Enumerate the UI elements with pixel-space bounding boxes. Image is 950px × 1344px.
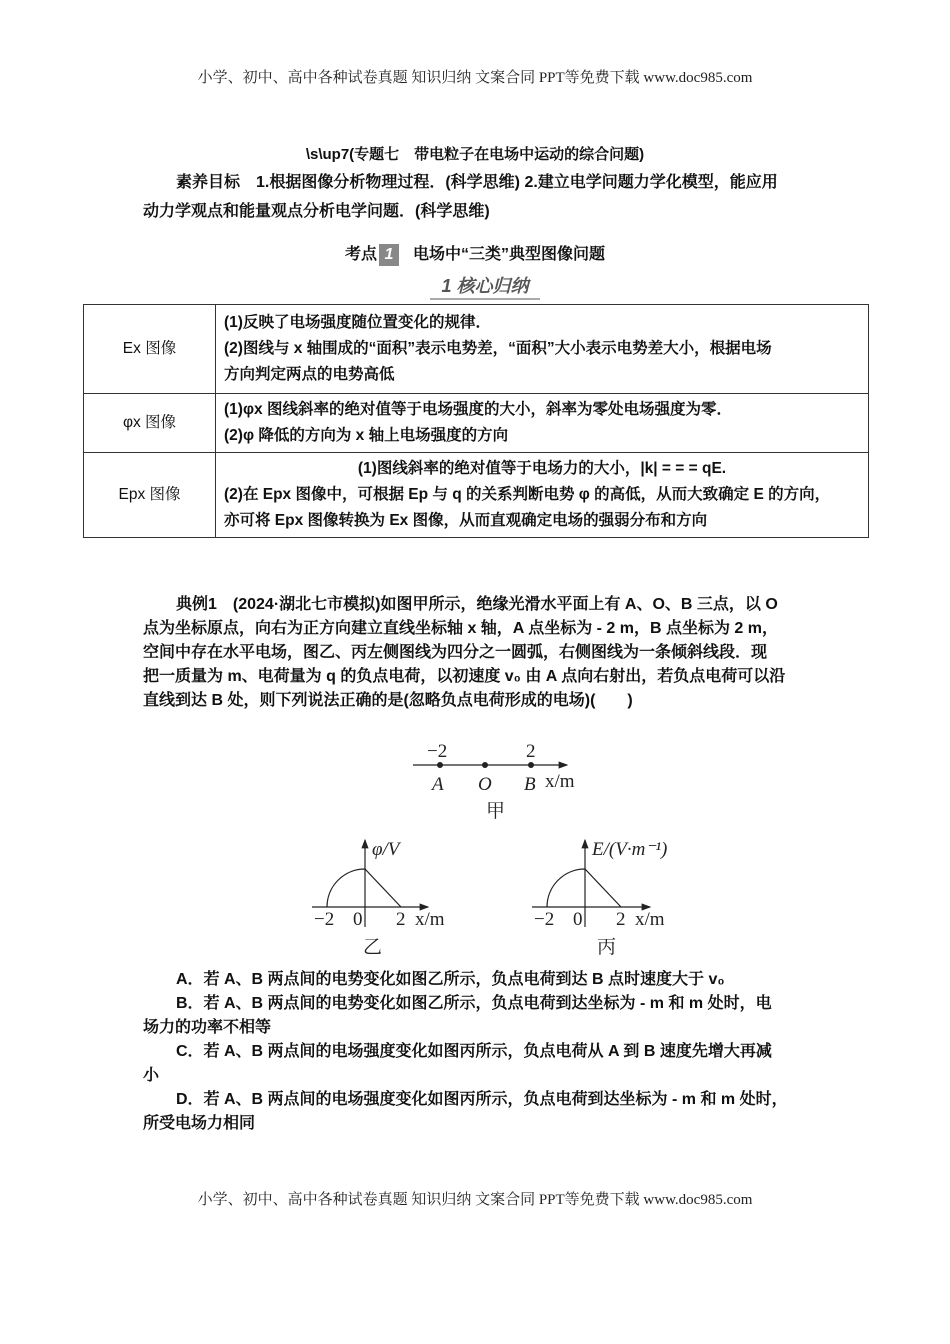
- axis-label: x/m: [545, 771, 575, 792]
- point-label: A: [432, 774, 444, 795]
- tick-label: 2: [526, 741, 536, 762]
- figure-bing: [532, 839, 667, 958]
- page-footer: 小学、初中、高中各种试卷真题 知识归纳 文案合同 PPT等免费下载 www.doc985.com: [197, 1192, 753, 1208]
- content-line: (1)图线斜率的绝对值等于电场力的大小，|k| = = = qE.: [357, 460, 727, 477]
- example-line: 点为坐标原点，向右为正方向建立直线坐标轴 x 轴，A 点坐标为 - 2 m，B 点坐标为 2 m，: [143, 620, 779, 637]
- figures: [300, 735, 700, 965]
- table-row: [84, 453, 869, 538]
- example-line: 把一质量为 m、电荷量为 q 的负点电荷，以初速度 v₀ 由 A 点向右射出，若负点电荷可以沿: [143, 668, 786, 685]
- point-a-dot: [437, 762, 443, 768]
- point-b-dot: [528, 762, 534, 768]
- goal-line-1: 素养目标 1.根据图像分析物理过程．(科学思维) 2.建立电学问题力学化模型，能应用: [176, 174, 778, 191]
- goal-line-2: 动力学观点和能量观点分析电学问题．(科学思维): [143, 203, 490, 220]
- content-line: (2)图线与 x 轴围成的“面积”表示电势差，“面积”大小表示电势差大小，根据电场: [224, 340, 772, 357]
- tick-label: 0: [353, 909, 363, 930]
- row-header: Ex 图像: [84, 305, 216, 394]
- curve-phi: [327, 869, 401, 907]
- tick-label: −2: [427, 741, 448, 762]
- content-line: (2)φ 降低的方向为 x 轴上电场强度的方向: [224, 427, 509, 444]
- content-line: 亦可将 Epx 图像转换为 Ex 图像，从而直观确定电场的强弱分布和方向: [224, 512, 708, 529]
- row-content: [216, 305, 869, 394]
- option-b: B．若 A、B 两点间的电势变化如图乙所示，负点电荷到达坐标为 - m 和 m 处时，电: [176, 995, 772, 1012]
- tick-label: 2: [396, 909, 406, 930]
- example-line: 空间中存在水平电场，图乙、丙左侧图线为四分之一圆弧，右侧图线为一条倾斜线段．现: [143, 644, 768, 661]
- tick-label: −2: [534, 909, 555, 930]
- kaodian-text: 电场中“三类”典型图像问题: [413, 246, 606, 264]
- figure-yi: [312, 839, 445, 958]
- row-content: [216, 453, 869, 538]
- point-o-dot: [482, 762, 488, 768]
- option-b-cont: 场力的功率不相等: [143, 1019, 272, 1036]
- example-line: 直线到达 B 处，则下列说法正确的是(忽略负点电荷形成的电场)( ): [143, 692, 633, 709]
- content-line: 方向判定两点的电势高低: [224, 366, 395, 383]
- point-label: B: [524, 774, 536, 795]
- y-axis-label: φ/V: [372, 839, 400, 860]
- page-header: 小学、初中、高中各种试卷真题 知识归纳 文案合同 PPT等免费下载 www.doc985.com: [197, 70, 753, 86]
- row-header: φx 图像: [84, 394, 216, 453]
- point-label: O: [478, 774, 492, 795]
- option-a: A．若 A、B 两点间的电势变化如图乙所示，负点电荷到达 B 点时速度大于 v₀: [176, 971, 725, 988]
- content-line: (1)反映了电场强度随位置变化的规律．: [224, 314, 491, 331]
- figure-jia: [413, 741, 575, 822]
- option-c-cont: 小: [143, 1067, 160, 1084]
- tick-label: 0: [573, 909, 583, 930]
- content-line: (1)φx 图线斜率的绝对值等于电场强度的大小，斜率为零处电场强度为零．: [224, 401, 732, 418]
- summary-table: [83, 304, 869, 538]
- section-label: 1 核心归纳: [430, 274, 540, 300]
- figure-caption: 甲: [486, 801, 506, 822]
- option-c: C．若 A、B 两点间的电场强度变化如图丙所示，负点电荷从 A 到 B 速度先增大再减: [176, 1043, 772, 1060]
- option-d-cont: 所受电场力相同: [143, 1115, 256, 1132]
- figure-caption: 丙: [597, 937, 617, 958]
- table-row: [84, 305, 869, 394]
- kaodian-heading: [0, 244, 950, 266]
- curve-e: [547, 869, 621, 907]
- topic-title: \s\up7(专题七 带电粒子在电场中运动的综合问题): [305, 146, 645, 163]
- table-row: [84, 394, 869, 453]
- option-d: D．若 A、B 两点间的电场强度变化如图丙所示，负点电荷到达坐标为 - m 和 m 处时，: [176, 1091, 788, 1108]
- tick-label: 2: [616, 909, 626, 930]
- figure-caption: 乙: [363, 937, 383, 958]
- kaodian-prefix: 考点: [344, 246, 377, 264]
- row-header: Epx 图像: [84, 453, 216, 538]
- content-line: (2)在 Epx 图像中，可根据 Ep 与 q 的关系判断电势 φ 的高低，从而大致确定 E 的方向，: [224, 486, 831, 503]
- row-content: [216, 394, 869, 453]
- y-axis-label: E/(V·m⁻¹): [592, 839, 668, 860]
- example-line: 典例1 (2024·湖北七市模拟)如图甲所示，绝缘光滑水平面上有 A、O、B 三点，以 O: [176, 596, 778, 613]
- axis-label: x/m: [635, 909, 665, 930]
- tick-label: −2: [314, 909, 335, 930]
- kaodian-number-badge: 1: [379, 244, 399, 266]
- axis-label: x/m: [415, 909, 445, 930]
